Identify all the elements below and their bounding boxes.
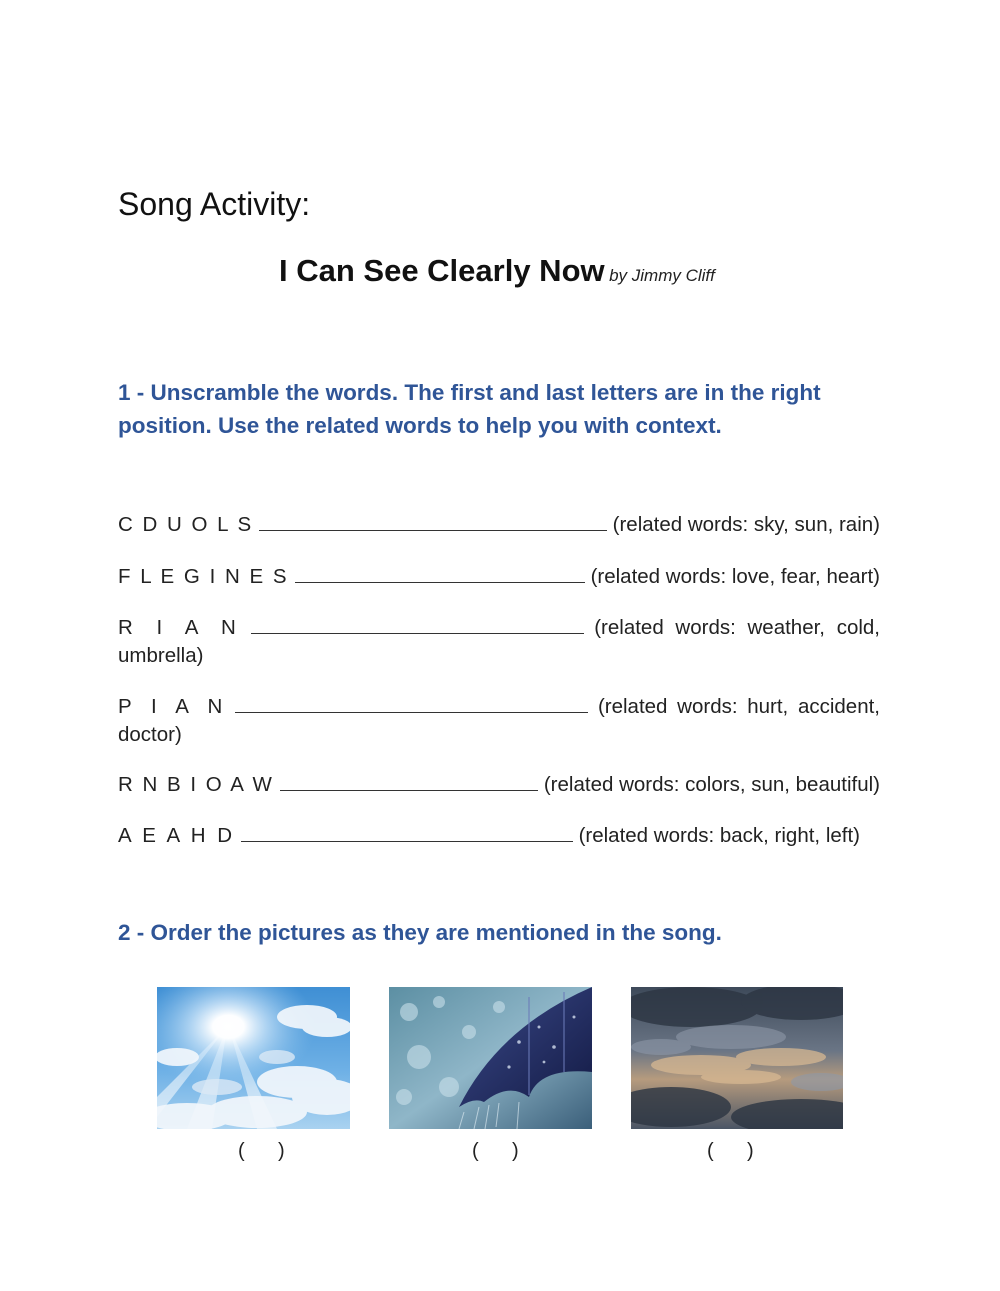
unscramble-item-1 xyxy=(118,508,880,539)
picture-1-order-answer[interactable]: ( ) xyxy=(238,1140,285,1162)
unscramble-item-6 xyxy=(118,819,860,850)
picture-2-order-answer[interactable]: ( ) xyxy=(472,1140,519,1162)
section1-instruction: 1 - Unscramble the words. The first and last letters are in the right position. Use the related words to help you with context. xyxy=(118,380,821,438)
song-title-line xyxy=(279,253,715,289)
answer-blank[interactable] xyxy=(251,611,584,634)
scrambled-word: R I A N xyxy=(118,616,245,639)
unscramble-item-5 xyxy=(118,768,880,799)
umbrella-rain-image xyxy=(389,987,592,1129)
unscramble-item-2 xyxy=(118,560,880,591)
related-words-hint: (related words: back, right, left) xyxy=(578,824,860,847)
related-words-hint-continued: doctor) xyxy=(118,723,182,746)
scrambled-word: P I A N xyxy=(118,695,230,718)
answer-blank[interactable] xyxy=(259,508,606,531)
answer-blank[interactable] xyxy=(295,560,585,583)
clouds-image xyxy=(631,987,843,1129)
section2-instruction: 2 - Order the pictures as they are mentioned in the song. xyxy=(118,920,722,945)
song-artist: by Jimmy Cliff xyxy=(609,266,715,285)
page-heading: Song Activity: xyxy=(118,186,311,222)
answer-blank[interactable] xyxy=(235,690,588,713)
scrambled-word: F L E G I N E S xyxy=(118,565,289,588)
unscramble-item-4 xyxy=(118,690,880,749)
answer-blank[interactable] xyxy=(241,819,573,842)
scrambled-word: A E A H D xyxy=(118,824,236,847)
related-words-hint: (related words: sky, sun, rain) xyxy=(612,513,880,536)
scrambled-word: R N B I O A W xyxy=(118,773,274,796)
scrambled-word: C D U O L S xyxy=(118,513,254,536)
picture-3-order-answer[interactable]: ( ) xyxy=(707,1140,754,1162)
related-words-hint: (related words: love, fear, heart) xyxy=(590,565,880,588)
related-words-hint-continued: umbrella) xyxy=(118,644,204,667)
unscramble-item-3 xyxy=(118,611,880,670)
related-words-hint: (related words: colors, sun, beautiful) xyxy=(543,773,880,796)
song-title: I Can See Clearly Now xyxy=(279,253,605,288)
answer-blank[interactable] xyxy=(280,768,538,791)
related-words-hint: (related words: hurt, accident, xyxy=(597,695,880,718)
related-words-hint: (related words: weather, cold, xyxy=(594,616,880,639)
sun-sky-image xyxy=(157,987,350,1129)
